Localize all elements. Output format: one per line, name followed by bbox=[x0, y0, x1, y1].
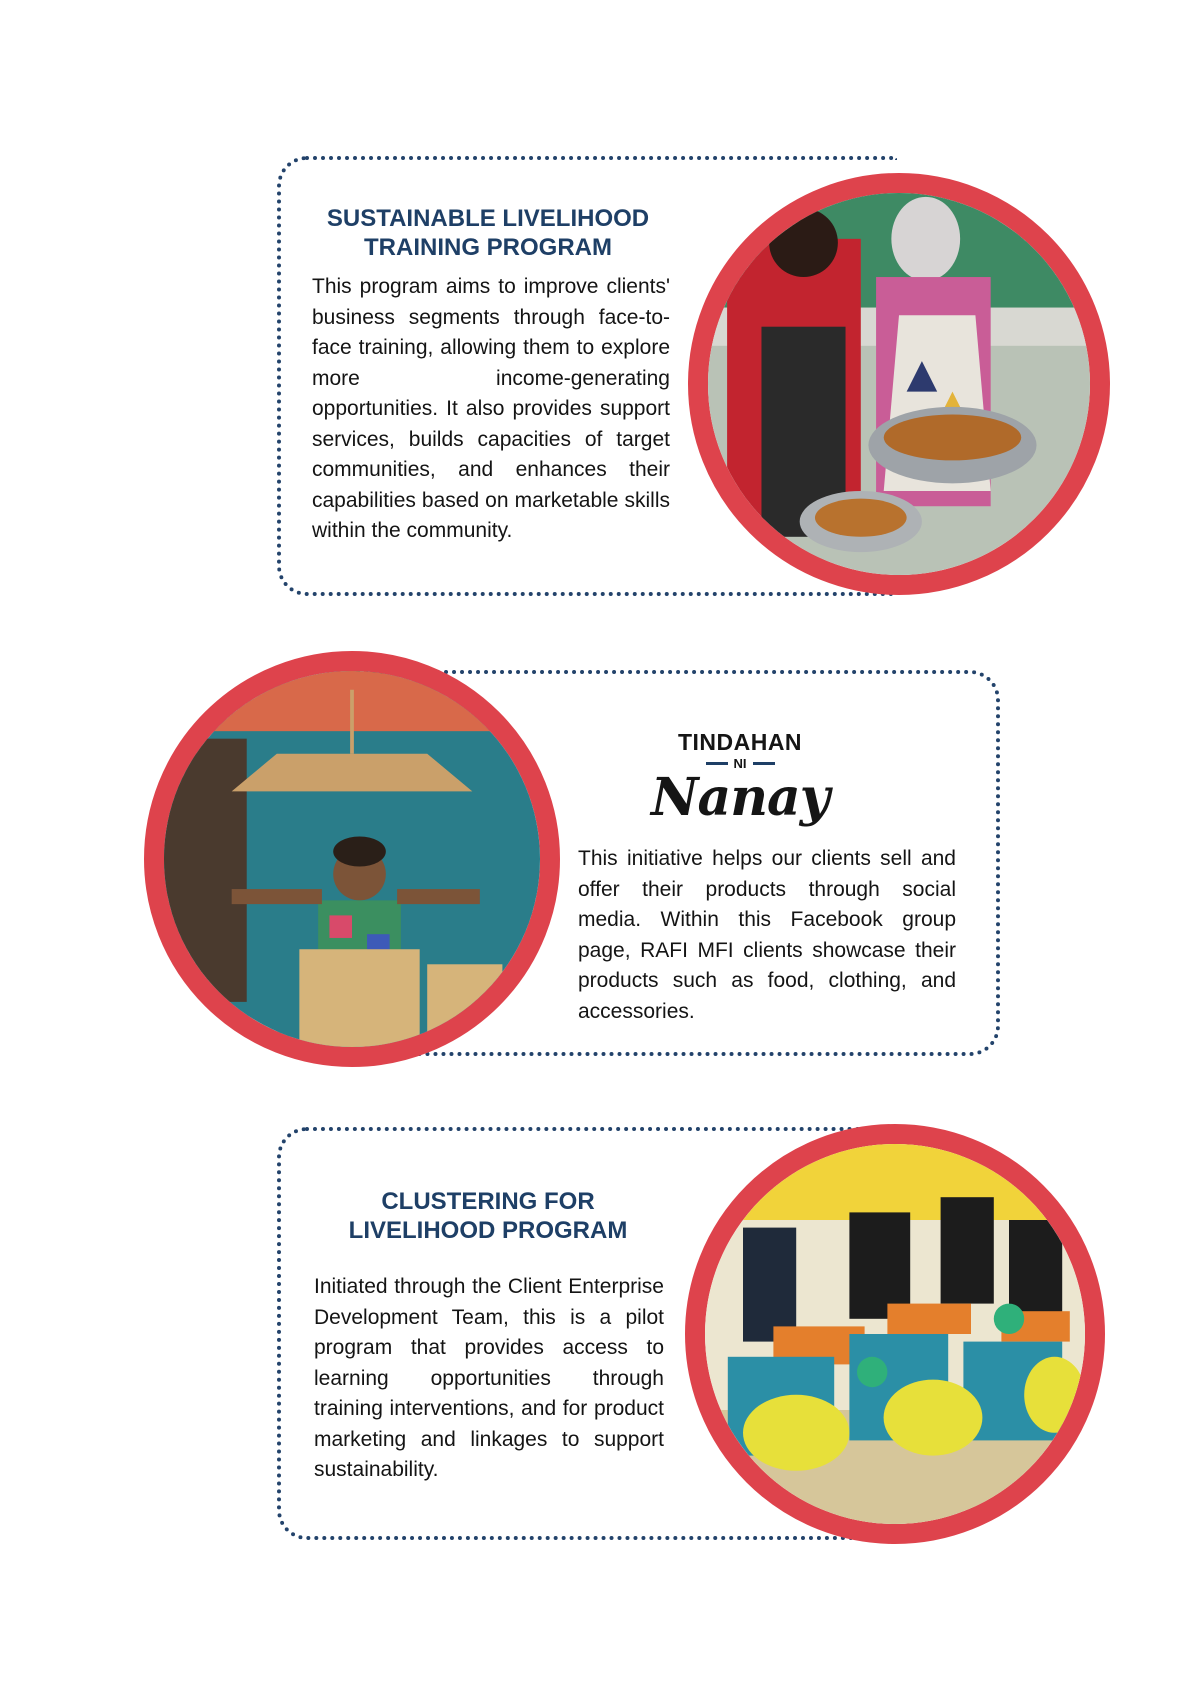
photo-woman-with-rattan bbox=[144, 651, 560, 1067]
photo-cooking-training bbox=[688, 173, 1110, 595]
logo-script-text: Nanay bbox=[651, 767, 829, 828]
logo-bar-left bbox=[706, 762, 728, 765]
section-body-clustering-livelihood: Initiated through the Client Enterprise Development Team, this is a pilot program that provides access to learning opportunities through training interventions, and for product marketing and linkages to support sustainability. bbox=[314, 1275, 664, 1481]
logo-top-text: TINDAHAN bbox=[677, 729, 803, 755]
logo-bar-right bbox=[753, 762, 775, 765]
section-body-tindahan-ni-nanay: This initiative helps our clients sell and offer their products through social media. Within this Facebook group page, RAFI MFI clients showcase their products such as food, clothing, and accessories. bbox=[578, 847, 956, 1023]
section-title-livelihood-training: SUSTAINABLE LIVELIHOOD TRAINING PROGRAM bbox=[326, 205, 650, 261]
section-title-clustering-livelihood: CLUSTERING FOR LIVELIHOOD PROGRAM bbox=[348, 1188, 628, 1244]
logo-mid-text: NI bbox=[733, 755, 747, 771]
tindahan-ni-nanay-logo bbox=[640, 729, 840, 828]
section-body-livelihood-training: This program aims to improve clients' business segments through face-to-face training, allowing them to explore more income-generating opportunities. It also provides support services, builds capacities of target communities, and enhances their capabilities based on marketable skills within the community. bbox=[312, 275, 670, 542]
photo-product-display bbox=[685, 1124, 1105, 1544]
